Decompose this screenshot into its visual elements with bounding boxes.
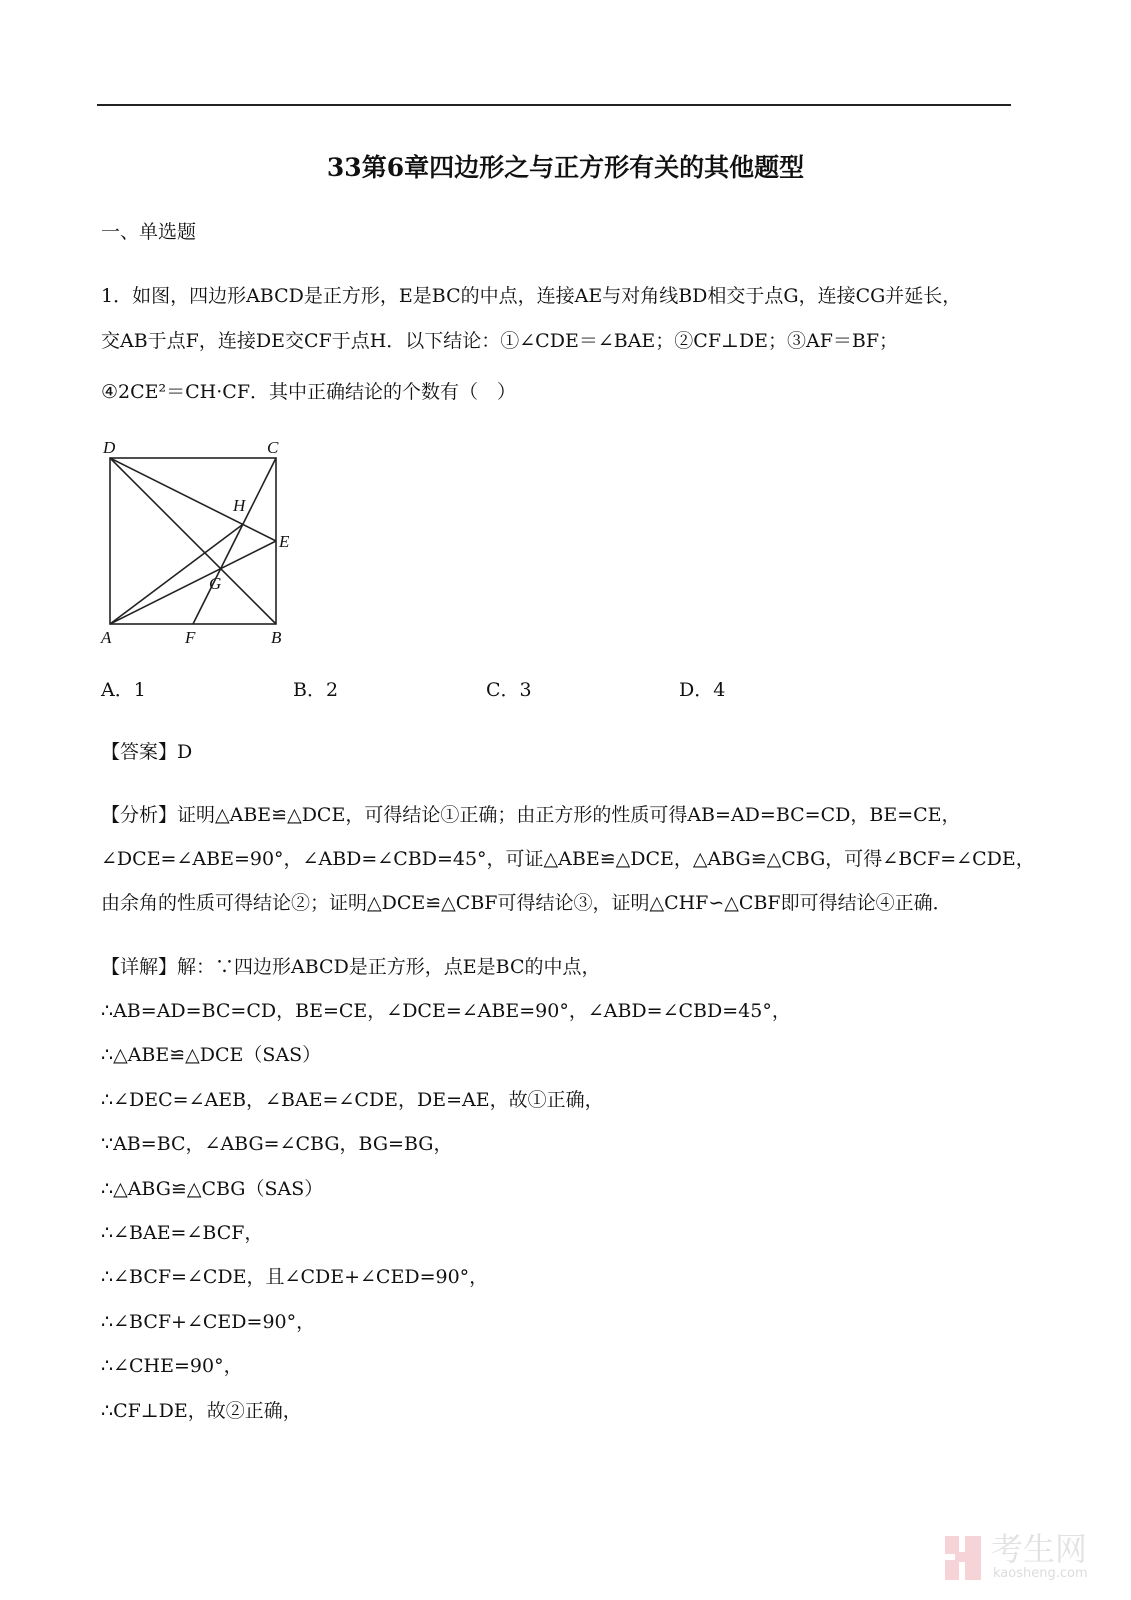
detail-line: ∴∠DEC=∠AEB，∠BAE=∠CDE，DE=AE，故①正确， — [101, 1089, 604, 1111]
option-a: A．1 — [101, 679, 146, 701]
header-rule — [97, 104, 1011, 106]
label-g: G — [209, 574, 222, 593]
analysis-line: ∠DCE=∠ABE=90°，∠ABD=∠CBD=45°，可证△ABE≌△DCE，△ABG≌△CBG，可得∠BCF=∠CDE， — [101, 848, 1035, 870]
option-d: D．4 — [679, 679, 726, 701]
question-line-2: 交AB于点F，连接DE交CF于点H．以下结论：①∠CDE＝∠BAE；②CF⊥DE；③AF＝BF； — [101, 330, 899, 352]
analysis-line: 【分析】证明△ABE≌△DCE，可得结论①正确；由正方形的性质可得AB=AD=BC=CD，BE=CE， — [101, 804, 961, 826]
detail-line: ∴△ABE≌△DCE（SAS） — [101, 1044, 322, 1066]
watermark-en: kaosheng.com — [993, 1566, 1088, 1581]
detail-line: ∴AB=AD=BC=CD，BE=CE，∠DCE=∠ABE=90°，∠ABD=∠CBD=45°， — [101, 1000, 791, 1022]
label-a: A — [101, 628, 112, 647]
detail-line: ∵AB=BC，∠ABG=∠CBG，BG=BG， — [101, 1133, 453, 1155]
detail-line: ∴∠BAE=∠BCF， — [101, 1222, 264, 1244]
detail-line: 【详解】解：∵四边形ABCD是正方形，点E是BC的中点， — [101, 956, 601, 978]
label-d: D — [103, 438, 116, 457]
label-b: B — [271, 628, 282, 647]
line-cf — [193, 458, 276, 624]
line-ah — [110, 524, 243, 624]
detail-line: ∴CF⊥DE，故②正确， — [101, 1400, 302, 1422]
logo-icon — [945, 1528, 985, 1588]
detail-line: ∴△ABG≌△CBG（SAS） — [101, 1178, 324, 1200]
detail-line: ∴∠BCF+∠CED=90°， — [101, 1311, 316, 1333]
section-heading: 一、单选题 — [101, 221, 197, 243]
detail-line: ∴∠BCF=∠CDE，且∠CDE+∠CED=90°， — [101, 1266, 489, 1288]
option-b: B．2 — [293, 679, 339, 701]
label-f: F — [185, 628, 196, 647]
geometry-figure — [95, 435, 305, 650]
label-h: H — [233, 496, 246, 515]
line-db — [110, 458, 276, 624]
question-line-3: ④2CE²＝CH·CF．其中正确结论的个数有（ ） — [101, 381, 517, 403]
answer: 【答案】D — [101, 741, 193, 763]
option-c: C．3 — [486, 679, 532, 701]
watermark-cn: 考生网 — [991, 1530, 1088, 1568]
line-de — [110, 458, 276, 541]
page-title: 33第6章四边形之与正方形有关的其他题型 — [326, 153, 805, 182]
detail-line: ∴∠CHE=90°， — [101, 1355, 243, 1377]
analysis-line: 由余角的性质可得结论②；证明△DCE≌△CBF可得结论③，证明△CHF∽△CBF即可得结论④正确． — [101, 892, 952, 914]
label-c: C — [267, 438, 279, 457]
line-ae — [110, 541, 276, 624]
label-e: E — [279, 532, 290, 551]
question-line-1: 1．如图，四边形ABCD是正方形，E是BC的中点，连接AE与对角线BD相交于点G，连接CG并延长， — [101, 285, 962, 307]
watermark-logo — [945, 1522, 1125, 1592]
